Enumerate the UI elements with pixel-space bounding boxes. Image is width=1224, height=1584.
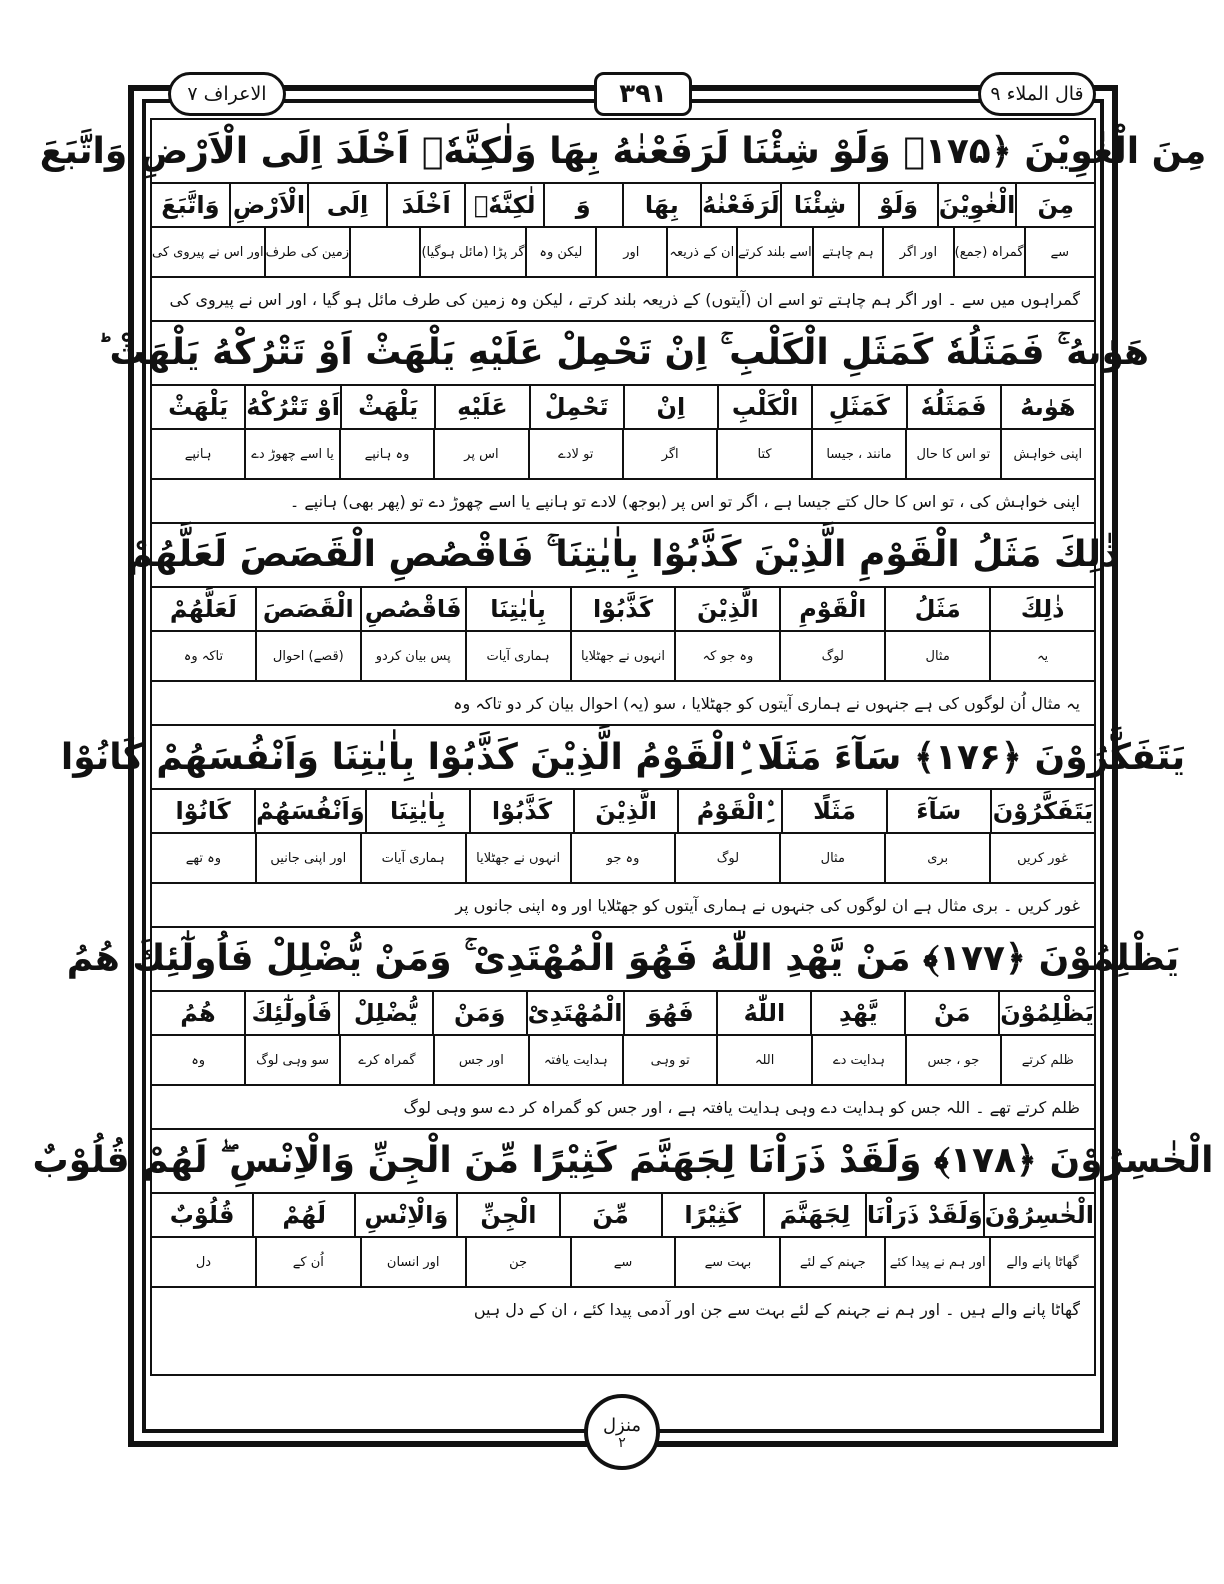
urdu-meaning-cell: اور اپنی جانیں — [255, 834, 360, 882]
urdu-meaning-cell: وہ جو — [570, 834, 675, 882]
verse-block — [66, 928, 1180, 1130]
verse-block — [39, 120, 1207, 322]
urdu-translation-line: گھاٹا پانے والے ہیں ۔ اور ہم نے جہنم کے لئے بہت سے جن اور آدمی پیدا کئے ، ان کے دل ہیں — [473, 1299, 1080, 1319]
urdu-meaning-cell: وہ — [191, 1052, 206, 1068]
urdu-meaning-cell: اور — [595, 228, 665, 276]
arabic-word-cell: یَتَفَكَّرُوْنَ — [990, 790, 1094, 832]
arabic-word-cell: فَاقْصُصِ — [360, 588, 465, 630]
urdu-meaning-cell: گمراہ کرے — [339, 1036, 433, 1084]
arabic-word-cell: لٰكِنَّهٗۤ — [464, 184, 543, 226]
urdu-translation-line: گمراہوں میں سے ۔ اور اگر ہم چاہتے تو اسے ان (آیتوں) کے ذریعہ بلند کرتے ، لیکن وہ زمین کی طرف مائل ہو گیا ، اور اس نے پیروی کی — [169, 289, 1080, 309]
arabic-word-cell: اِنْ — [623, 386, 717, 428]
urdu-meaning-cell: گر پڑا (مائل ہوگیا) — [419, 228, 524, 276]
translation-table — [32, 118, 1214, 1376]
arabic-word-cell: اِلَى — [307, 184, 386, 226]
word-row — [152, 790, 1094, 834]
urdu-meaning-cell: تو لادے — [528, 430, 622, 478]
arabic-word-cell: فَهُوَ — [623, 992, 717, 1034]
urdu-meaning-cell: تو اس کا حال — [905, 430, 999, 478]
urdu-meaning-cell: اللہ — [716, 1036, 810, 1084]
arabic-word-cell: یَلْهَثْ — [340, 386, 434, 428]
urdu-translation-line: اپنی خواہش کی ، تو اس کا حال کتے جیسا ہے ، اگر تو اس پر (بوجھ) لادے تو ہانپے یا اسے چھوڑ دے تو (پھر بھی) ہانپے ۔ — [289, 491, 1080, 511]
arabic-word-cell: كَثِیْرًا — [661, 1194, 763, 1236]
arabic-word-cell: كَانُوْا — [175, 797, 231, 825]
arabic-word-cell: مَثَلًا — [781, 790, 885, 832]
manzil-badge — [584, 1394, 660, 1470]
arabic-word-cell: هَوٰىهُ — [1000, 386, 1094, 428]
urdu-meaning-cell: لوگ — [779, 632, 884, 680]
urdu-meaning-cell: لیکن وہ — [525, 228, 595, 276]
arabic-word-cell: الْجِنِّ — [456, 1194, 558, 1236]
verse-block — [60, 726, 1186, 928]
arabic-word-cell: وَمَنْ — [432, 992, 526, 1034]
urdu-meaning-cell: وہ جو کہ — [674, 632, 779, 680]
arabic-word-cell: بِاٰیٰتِنَا — [465, 588, 570, 630]
urdu-meaning-cell: یا اسے چھوڑ دے — [244, 430, 338, 478]
urdu-translation-line: یہ مثال اُن لوگوں کی ہے جنہوں نے ہماری آیتوں کو جھٹلایا ، سو (یہ) احوال بیان کر دو تاکہ وہ — [453, 693, 1080, 713]
arabic-word-cell: الْغٰوِیْنَ — [937, 184, 1016, 226]
urdu-meaning-cell: جو ، جس — [905, 1036, 999, 1084]
word-row — [152, 1194, 1094, 1238]
arabic-verse-line: الْخٰسِرُوْنَ ﴿۱۷۸﴾ وَلَقَدْ ذَرَاْنَا لِجَهَنَّمَ كَثِیْرًا مِّنَ الْجِنِّ وَالْاِنْسِ ۖ لَهُمْ قُلُوْبٌ — [152, 1130, 1094, 1194]
urdu-meaning-cell: یہ — [989, 632, 1094, 680]
arabic-word-cell: الْقَوْمِ — [779, 588, 884, 630]
urdu-meaning-cell — [349, 228, 419, 276]
meaning-row — [152, 430, 1094, 480]
page-number: ۳۹۱ — [594, 72, 692, 116]
urdu-meaning-cell: تاکہ وہ — [183, 648, 224, 664]
arabic-word-cell: سَآءَ — [886, 790, 990, 832]
arabic-word-cell: لَرَفَعْنٰهُ — [700, 184, 780, 226]
urdu-meaning-cell: پس بیان کردو — [360, 632, 465, 680]
urdu-meaning-cell: مثال — [779, 834, 884, 882]
arabic-word-cell: كَمَثَلِ — [811, 386, 905, 428]
arabic-word-cell: اَخْلَدَ — [386, 184, 465, 226]
arabic-word-cell: مَنْ — [904, 992, 998, 1034]
urdu-meaning-cell: ان کے ذریعہ — [666, 228, 736, 276]
urdu-meaning-cell: وہ ہانپے — [339, 430, 433, 478]
arabic-word-cell: لِجَهَنَّمَ — [763, 1194, 865, 1236]
arabic-word-cell: فَمَثَلُهٗ — [906, 386, 1000, 428]
arabic-word-cell: یُّضْلِلْ — [338, 992, 432, 1034]
verse-block — [126, 524, 1120, 726]
word-row — [152, 588, 1094, 632]
arabic-word-cell: الْمُهْتَدِیْ — [526, 992, 623, 1034]
urdu-meaning-cell: اگر — [622, 430, 716, 478]
manzil-label: منزل — [602, 1414, 642, 1436]
arabic-word-cell: بِاٰیٰتِنَا — [365, 790, 469, 832]
urdu-meaning-cell: مانند ، جیسا — [811, 430, 905, 478]
urdu-translation-line: ظلم کرتے تھے ۔ اللہ جس کو ہدایت دے وہی ہدایت یافتہ ہے ، اور جس کو گمراہ کر دے سو وہی لوگ — [403, 1097, 1080, 1117]
arabic-word-cell: یَظْلِمُوْنَ — [998, 992, 1094, 1034]
urdu-meaning-cell: ہم چاہتے — [812, 228, 882, 276]
meaning-row — [152, 834, 1094, 884]
urdu-meaning-cell: انہوں نے جھٹلایا — [465, 834, 570, 882]
urdu-meaning-cell: مثال — [884, 632, 989, 680]
urdu-meaning-cell: (قصے) احوال — [255, 632, 360, 680]
arabic-word-cell: الْقَصَصَ — [255, 588, 360, 630]
urdu-meaning-cell: سو وہی لوگ — [244, 1036, 338, 1084]
verse-block — [32, 1130, 1214, 1330]
arabic-word-cell: مَثَلُ — [884, 588, 989, 630]
arabic-word-cell: لَهُمْ — [252, 1194, 354, 1236]
arabic-word-cell: ذٰلِكَ — [989, 588, 1094, 630]
arabic-word-cell: عَلَیْهِ — [434, 386, 528, 428]
meaning-row — [152, 1036, 1094, 1086]
arabic-word-cell: بِهَا — [622, 184, 701, 226]
urdu-meaning-cell: اس پر — [433, 430, 527, 478]
urdu-meaning-cell: اور ہم نے پیدا کئے — [884, 1238, 989, 1286]
urdu-meaning-cell: ہماری آیات — [360, 834, 465, 882]
urdu-meaning-cell: اپنی خواہش — [1000, 430, 1094, 478]
word-row — [152, 184, 1094, 228]
urdu-meaning-cell: اسے بلند کرتے — [736, 228, 812, 276]
urdu-meaning-cell: اور اگر — [882, 228, 952, 276]
arabic-word-cell: الَّذِیْنَ — [573, 790, 677, 832]
meaning-row — [152, 632, 1094, 682]
surah-name-label: الاعراف ۷ — [168, 72, 286, 116]
arabic-word-cell: قُلُوْبٌ — [169, 1201, 235, 1229]
arabic-word-cell: وَلَوْ — [858, 184, 937, 226]
arabic-verse-line: ذٰلِكَ مَثَلُ الْقَوْمِ الَّذِیْنَ كَذَّبُوْا بِاٰیٰتِنَا ۚ فَاقْصُصِ الْقَصَصَ لَعَلَّهُمْ — [152, 524, 1094, 588]
arabic-word-cell: الْكَلْبِ — [717, 386, 811, 428]
urdu-meaning-cell: ہانپے — [184, 446, 212, 462]
arabic-word-cell: كَذَّبُوْا — [570, 588, 675, 630]
urdu-meaning-cell: تو وہی — [622, 1036, 716, 1084]
urdu-meaning-cell: جہنم کے لئے — [779, 1238, 884, 1286]
arabic-word-cell: اَوْ تَتْرُكْهُ — [244, 386, 340, 428]
arabic-word-cell: كَذَّبُوْا — [469, 790, 573, 832]
arabic-word-cell: تَحْمِلْ — [529, 386, 623, 428]
urdu-meaning-cell: اُن کے — [255, 1238, 360, 1286]
meaning-row — [152, 228, 1094, 278]
arabic-word-cell: الْاَرْضِ — [229, 184, 308, 226]
urdu-meaning-cell: ہدایت یافتہ — [528, 1036, 622, 1084]
urdu-meaning-cell: لوگ — [674, 834, 779, 882]
meaning-row — [152, 1238, 1094, 1288]
urdu-meaning-cell: گھاٹا پانے والے — [989, 1238, 1094, 1286]
arabic-word-cell: یَّهْدِ — [810, 992, 904, 1034]
urdu-meaning-cell: بہت سے — [674, 1238, 779, 1286]
arabic-word-cell: اللّٰهُ — [716, 992, 810, 1034]
arabic-word-cell: وَ — [543, 184, 622, 226]
arabic-word-cell: مِنَ — [1015, 184, 1094, 226]
arabic-word-cell: الَّذِیْنَ — [674, 588, 779, 630]
arabic-verse-line: هَوٰىهُ ۚ فَمَثَلُهٗ كَمَثَلِ الْكَلْبِ ۚ اِنْ تَحْمِلْ عَلَیْهِ یَلْهَثْ اَوْ تَتْرُكْهُ یَلْهَثْ ؕ — [152, 322, 1094, 386]
verse-block — [96, 322, 1150, 524]
manzil-number: ۲ — [618, 1434, 626, 1451]
urdu-meaning-cell: ہماری آیات — [465, 632, 570, 680]
urdu-meaning-cell: دل — [195, 1254, 212, 1270]
urdu-meaning-cell: زمین کی طرف — [264, 228, 349, 276]
arabic-verse-line: یَظْلِمُوْنَ ﴿۱۷۷﴾ مَنْ یَّهْدِ اللّٰهُ فَهُوَ الْمُهْتَدِیْ ۚ وَمَنْ یُّضْلِلْ فَاُولٰٓئِكَ هُمُ — [152, 928, 1094, 992]
arabic-word-cell: مِّنَ — [559, 1194, 661, 1236]
urdu-meaning-cell: ظلم کرتے — [1000, 1036, 1094, 1084]
arabic-word-cell: وَاتَّبَعَ — [161, 191, 220, 219]
urdu-meaning-cell: جن — [465, 1238, 570, 1286]
arabic-word-cell: لَعَلَّهُمْ — [169, 595, 237, 623]
arabic-word-cell: وَالْاِنْسِ — [354, 1194, 456, 1236]
arabic-verse-line: مِنَ الْغٰوِیْنَ ﴿۱۷۵﴾ وَلَوْ شِئْنَا لَرَفَعْنٰهُ بِهَا وَلٰكِنَّهٗۤ اَخْلَدَ اِلَى الْاَرْضِ وَاتَّبَعَ — [152, 120, 1094, 184]
arabic-word-cell: ِۨالْقَوْمُ — [677, 790, 781, 832]
arabic-word-cell: وَاَنْفُسَهُمْ — [254, 790, 365, 832]
urdu-meaning-cell: ہدایت دے — [811, 1036, 905, 1084]
urdu-meaning-cell: سے — [1024, 228, 1094, 276]
arabic-word-cell: هُمُ — [180, 999, 216, 1027]
word-row — [152, 386, 1094, 430]
urdu-meaning-cell: اور انسان — [360, 1238, 465, 1286]
urdu-meaning-cell: بری — [884, 834, 989, 882]
urdu-meaning-cell: سے — [570, 1238, 675, 1286]
arabic-word-cell: یَلْهَثْ — [168, 393, 229, 421]
para-name-label: قال الملاء ۹ — [978, 72, 1096, 116]
arabic-word-cell: فَاُولٰٓئِكَ — [244, 992, 338, 1034]
word-row — [152, 992, 1094, 1036]
urdu-meaning-cell: انہوں نے جھٹلایا — [570, 632, 675, 680]
urdu-meaning-cell: اور اس نے پیروی کی — [152, 244, 264, 260]
arabic-word-cell: شِئْنَا — [780, 184, 859, 226]
urdu-translation-line: غور کریں ۔ بری مثال ہے ان لوگوں کی جنہوں نے ہماری آیتوں کو جھٹلایا اور وہ اپنی جانوں پر — [455, 895, 1080, 915]
urdu-meaning-cell: گمراہ (جمع) — [953, 228, 1024, 276]
arabic-verse-line: یَتَفَكَّرُوْنَ ﴿۱۷۶﴾ سَآءَ مَثَلَا ِۨالْقَوْمُ الَّذِیْنَ كَذَّبُوْا بِاٰیٰتِنَا وَاَنْفُسَهُمْ كَانُوْا — [152, 726, 1094, 790]
urdu-meaning-cell: اور جس — [433, 1036, 527, 1084]
arabic-word-cell: وَلَقَدْ ذَرَاْنَا — [865, 1194, 983, 1236]
urdu-meaning-cell: وہ تھے — [185, 850, 222, 866]
urdu-meaning-cell: کتا — [716, 430, 810, 478]
urdu-meaning-cell: غور کریں — [989, 834, 1094, 882]
arabic-word-cell: الْخٰسِرُوْنَ — [983, 1194, 1094, 1236]
